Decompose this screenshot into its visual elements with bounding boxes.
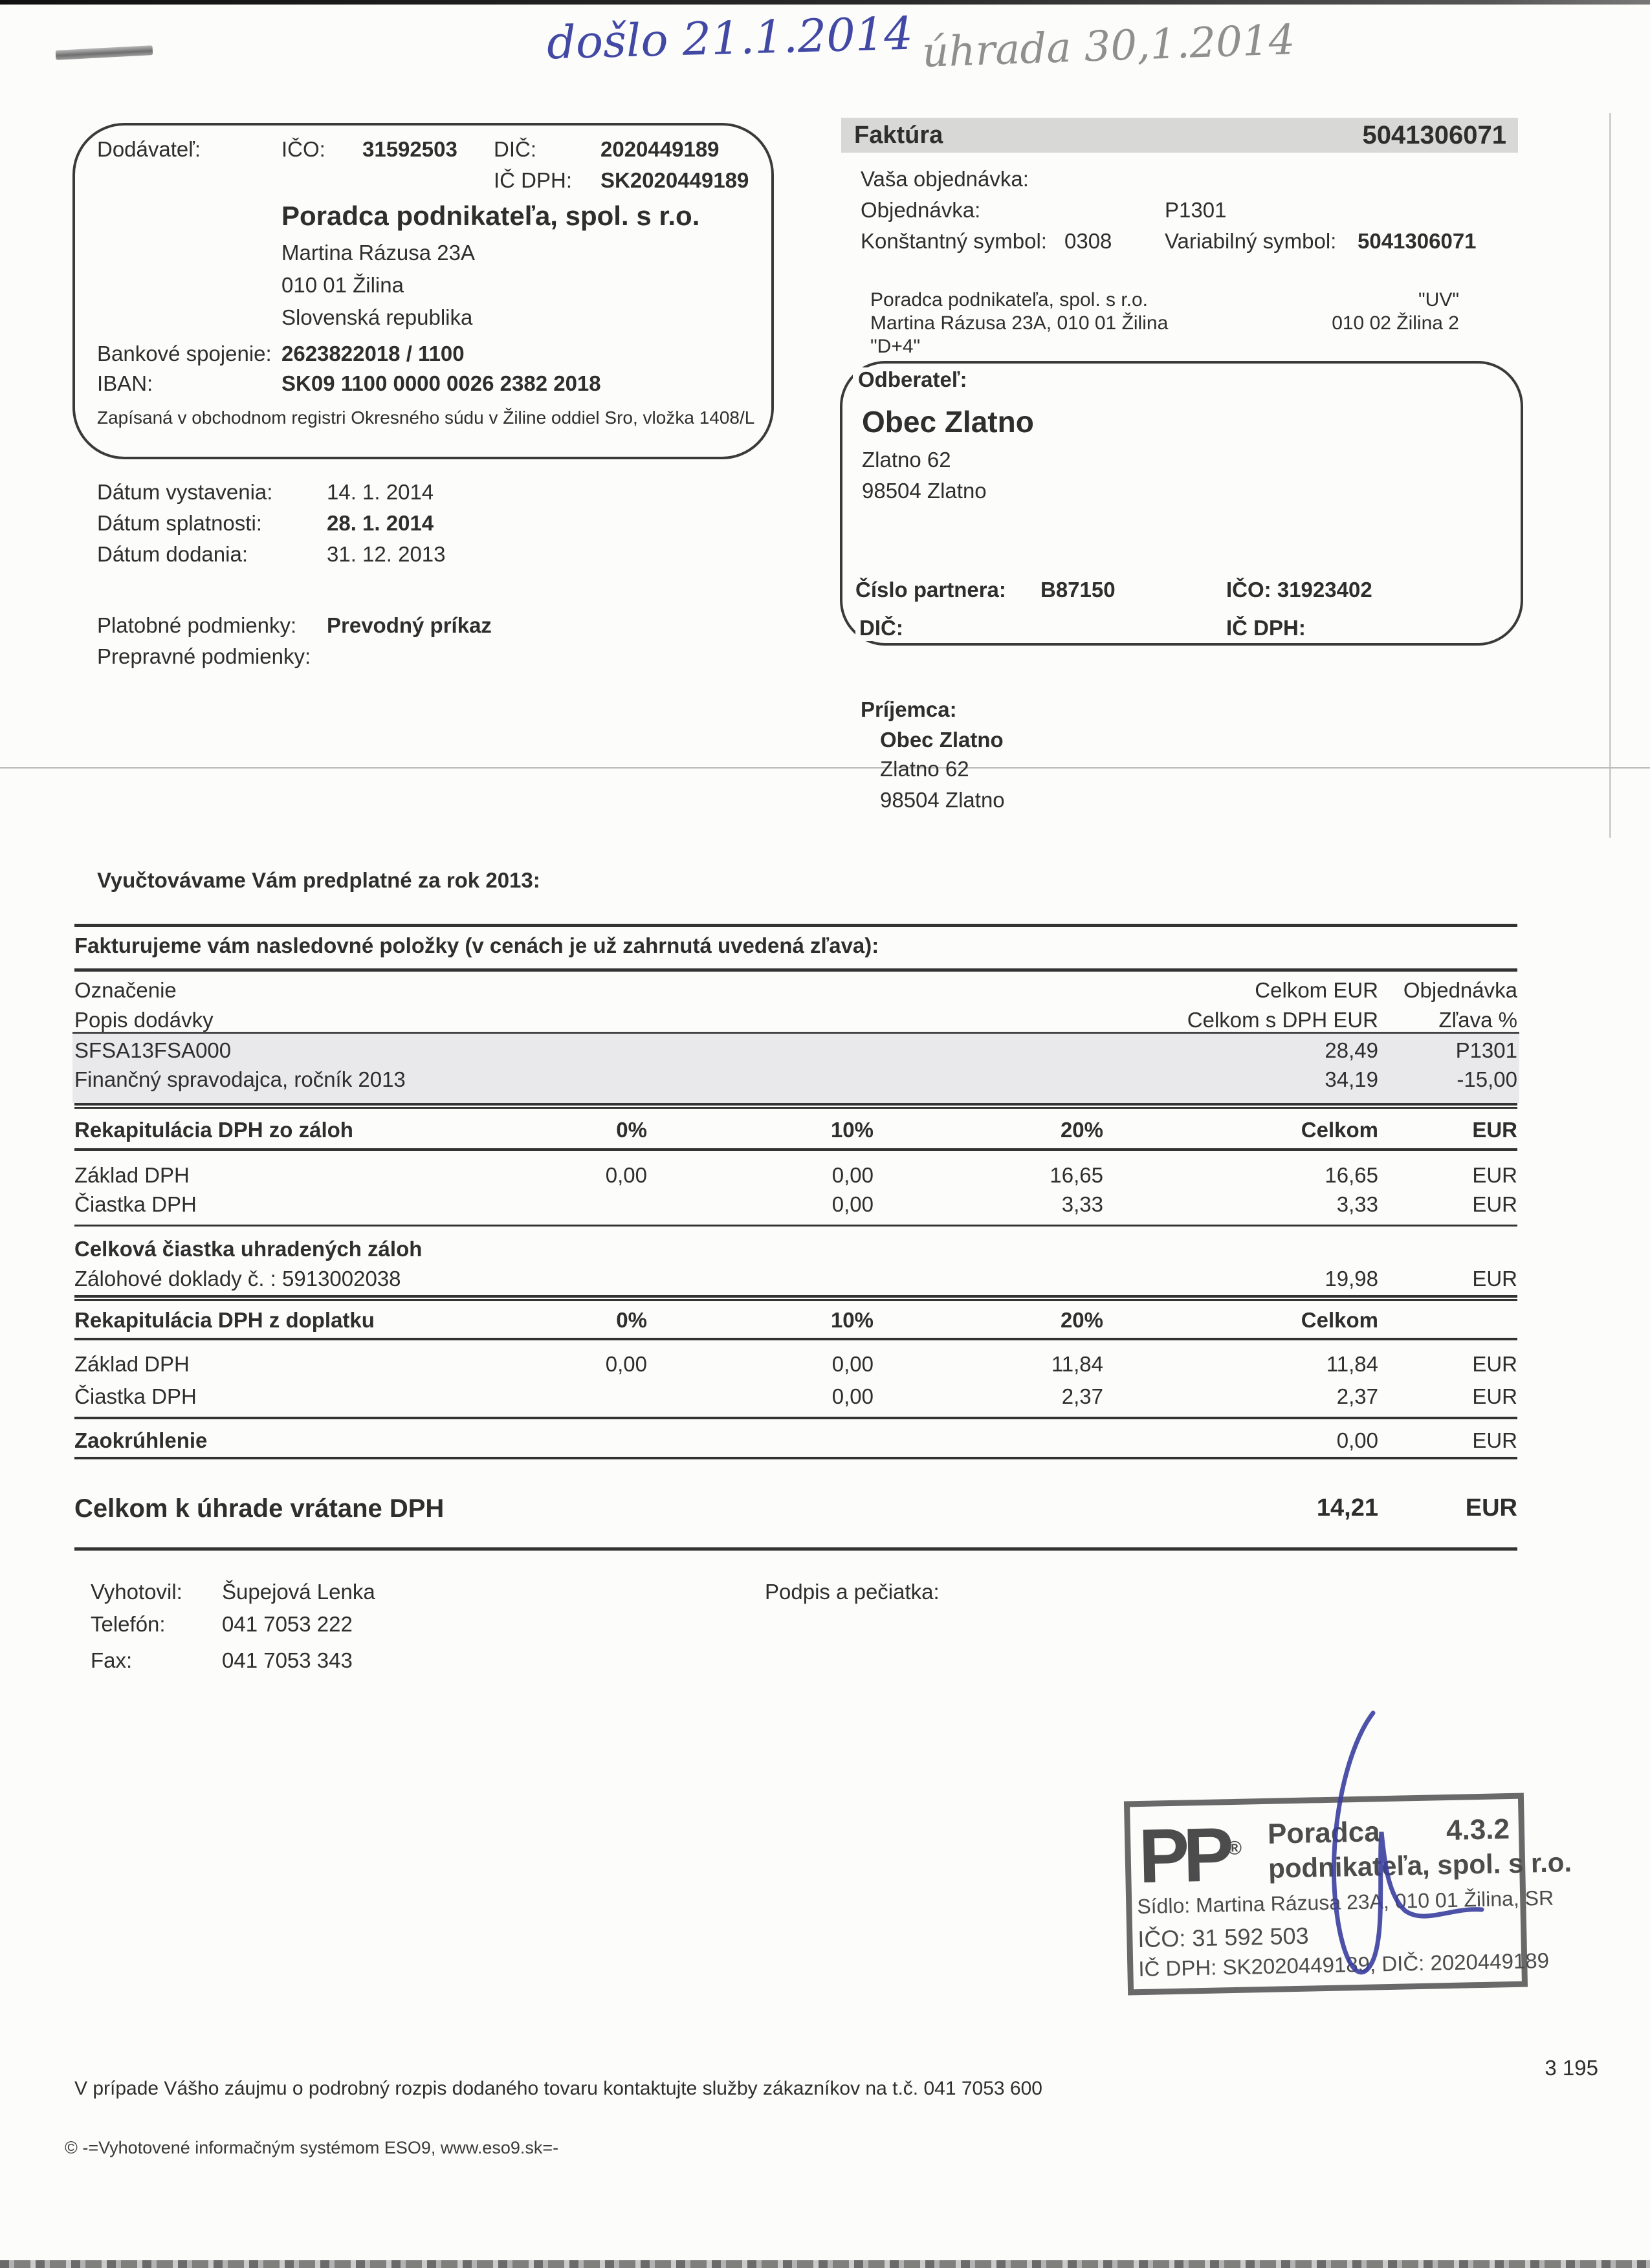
recipient-label: Príjemca: [861, 697, 957, 721]
supplier-icdph-value: SK2020449189 [600, 168, 749, 192]
order-value: P1301 [1165, 198, 1227, 222]
row-p0: 0,00 [605, 1352, 647, 1376]
row-label: Čiastka DPH [74, 1384, 197, 1408]
row-p10: 0,00 [831, 1192, 874, 1216]
supplier-dic-label: DIČ: [494, 137, 536, 161]
row-p20: 16,65 [1050, 1163, 1103, 1187]
supplier-country: Slovenská republika [281, 305, 473, 329]
sender-uv-city: 010 02 Žilina 2 [1332, 312, 1459, 334]
col-description: Popis dodávky [74, 1008, 214, 1032]
const-symbol-value: 0308 [1064, 229, 1112, 253]
customer-dic-label: DIČ: [855, 616, 907, 641]
handwritten-received-note: došlo 21.1.2014 [546, 6, 914, 70]
grand-total-label: Celkom k úhrade vrátane DPH [74, 1494, 445, 1523]
transport-terms-label: Prepravné podmienky: [97, 644, 311, 668]
row-cur: EUR [1472, 1192, 1517, 1216]
supplier-ico-value: 31592503 [362, 137, 457, 161]
supplier-icdph-label: IČ DPH: [494, 168, 573, 192]
date-delivery-label: Dátum dodania: [97, 542, 248, 566]
item-code: SFSA13FSA000 [74, 1038, 232, 1062]
row-label: Čiastka DPH [74, 1192, 197, 1216]
col-discount: Zľava % [1438, 1008, 1517, 1032]
grand-total-currency: EUR [1465, 1494, 1517, 1521]
vat-col-cur: EUR [1472, 1118, 1517, 1142]
stamp-line4: IČ DPH: SK2020449189, DIČ: 2020449189 [1138, 1948, 1550, 1981]
date-due-value: 28. 1. 2014 [327, 511, 434, 535]
customer-name: Obec Zlatno [862, 405, 1034, 439]
col-total-vat: Celkom s DPH EUR [1187, 1008, 1378, 1032]
supplier-dic-value: 2020449189 [600, 137, 720, 161]
stamp-line2: Sídlo: Martina Rázusa 23A, 010 01 Žilina, SR [1136, 1886, 1554, 1919]
customer-city: 98504 Zlatno [862, 479, 987, 503]
issuer-value: Šupejová Lenka [222, 1580, 375, 1604]
row-p10: 0,00 [831, 1384, 874, 1408]
row-cur: EUR [1472, 1384, 1517, 1408]
vat-balance-title: Rekapitulácia DPH z doplatku [74, 1308, 375, 1332]
var-symbol-value: 5041306071 [1358, 229, 1477, 253]
stamp-line3: IČO: 31 592 503 [1137, 1922, 1309, 1953]
supplier-iban-value: SK09 1100 0000 0026 2382 2018 [281, 371, 601, 395]
supplier-name: Poradca podnikateľa, spol. s r.o. [281, 201, 700, 231]
vat-advances-title: Rekapitulácia DPH zo záloh [74, 1118, 353, 1142]
your-order-label: Vaša objednávka: [861, 167, 1029, 191]
customer-ico-value: 31923402 [1277, 578, 1372, 602]
customer-label: Odberateľ: [853, 367, 973, 393]
item-discount: -15,00 [1457, 1067, 1517, 1091]
row-total: 3,33 [1336, 1192, 1378, 1216]
vat-col-total: Celkom [1301, 1118, 1378, 1142]
rounding-label: Zaokrúhlenie [74, 1428, 208, 1452]
vat-col-20: 20% [1060, 1118, 1103, 1142]
advances-paid-cur: EUR [1472, 1267, 1517, 1291]
supplier-iban-label: IBAN: [97, 371, 153, 395]
customer-street: Zlatno 62 [862, 448, 951, 472]
vat-col-20: 20% [1060, 1308, 1103, 1332]
supplier-ico-label: IČO: [281, 137, 325, 161]
date-issued-label: Dátum vystavenia: [97, 480, 273, 504]
vat-col-0: 0% [616, 1118, 647, 1142]
const-symbol-label: Konštantný symbol: [861, 229, 1047, 253]
supplier-bank-label: Bankové spojenie: [97, 342, 272, 365]
grand-total-amount: 14,21 [1316, 1494, 1378, 1521]
advances-paid-label: Zálohové doklady č. : 5913002038 [74, 1267, 401, 1291]
stamp-line1b: podnikateľa, spol. s r.o. [1268, 1847, 1572, 1884]
supplier-bank-value: 2623822018 / 1100 [281, 342, 465, 365]
supplier-registration: Zapísaná v obchodnom registri Okresného súdu v Žiline oddiel Sro, vložka 1408/L [97, 408, 755, 428]
payment-terms-value: Prevodný príkaz [327, 613, 492, 637]
row-total: 2,37 [1336, 1384, 1378, 1408]
vat-col-10: 10% [830, 1118, 874, 1142]
contact-note: V prípade Vášho záujmu o podrobný rozpis dodaného tovaru kontaktujte služby zákazníkov na t.č. 041 7053 600 [74, 2078, 1042, 2099]
system-note: © -=Vyhotovené informačným systémom ESO9, www.eso9.sk=- [65, 2138, 559, 2157]
sender-line3: "D+4" [870, 336, 921, 357]
advances-paid-title: Celková čiastka uhradených záloh [74, 1237, 423, 1261]
order-label: Objednávka: [861, 198, 981, 222]
date-delivery-value: 31. 12. 2013 [327, 542, 446, 566]
phone-label: Telefón: [91, 1612, 166, 1636]
row-total: 11,84 [1326, 1352, 1378, 1376]
row-p0: 0,00 [605, 1163, 647, 1187]
advances-paid-total: 19,98 [1325, 1267, 1378, 1291]
row-total: 16,65 [1325, 1163, 1378, 1187]
rounding-cur: EUR [1472, 1428, 1517, 1452]
supplier-street: Martina Rázusa 23A [281, 241, 475, 265]
row-cur: EUR [1472, 1352, 1517, 1376]
sender-uv-mark: "UV" [1418, 289, 1459, 311]
recipient-name: Obec Zlatno [880, 728, 1004, 752]
supplier-city: 010 01 Žilina [281, 273, 404, 297]
customer-partner-value: B87150 [1040, 578, 1116, 602]
items-heading: Fakturujeme vám nasledovné položky (v cenách je už zahrnutá uvedená zľava): [74, 933, 879, 957]
customer-partner-label: Číslo partnera: [855, 578, 1006, 602]
row-p20: 2,37 [1061, 1384, 1103, 1408]
row-p10: 0,00 [831, 1163, 874, 1187]
issuer-label: Vyhotovil: [91, 1580, 182, 1604]
vat-col-10: 10% [830, 1308, 874, 1332]
col-designation: Označenie [74, 978, 177, 1002]
date-due-label: Dátum splatnosti: [97, 511, 262, 535]
recipient-city: 98504 Zlatno [880, 788, 1005, 812]
customer-icdph-label: IČ DPH: [1226, 616, 1306, 640]
pp-logo-text: PP [1138, 1812, 1229, 1900]
item-total: 28,49 [1325, 1038, 1378, 1062]
supplier-label: Dodávateľ: [97, 137, 201, 161]
fax-label: Fax: [91, 1648, 133, 1672]
sender-line2: Martina Rázusa 23A, 010 01 Žilina [870, 312, 1169, 334]
handwritten-paid-note: úhrada 30,1.2014 [921, 16, 1296, 78]
row-cur: EUR [1472, 1163, 1517, 1187]
customer-ico-label: IČO: [1226, 578, 1271, 602]
col-total: Celkom EUR [1255, 978, 1378, 1002]
rounding-value: 0,00 [1336, 1428, 1378, 1452]
invoice-number: 5041306071 [1362, 120, 1506, 149]
var-symbol-label: Variabilný symbol: [1165, 229, 1337, 253]
row-label: Základ DPH [74, 1163, 190, 1187]
stamp-line1a: Poradca [1267, 1816, 1381, 1850]
date-issued-value: 14. 1. 2014 [327, 480, 434, 504]
vat-col-total: Celkom [1301, 1308, 1378, 1332]
page-code: 3 195 [1545, 2056, 1598, 2080]
invoice-title: Faktúra [854, 121, 943, 149]
sender-line1: Poradca podnikateľa, spol. s r.o. [870, 289, 1149, 311]
col-order: Objednávka [1403, 978, 1517, 1002]
signature-caption: Podpis a pečiatka: [765, 1580, 940, 1604]
row-p20: 3,33 [1061, 1192, 1103, 1216]
intro-line: Vyučtovávame Vám predplatné za rok 2013: [97, 868, 540, 892]
row-p20: 11,84 [1051, 1352, 1103, 1376]
row-p10: 0,00 [831, 1352, 874, 1376]
item-description: Finančný spravodajca, ročník 2013 [74, 1067, 406, 1091]
payment-terms-label: Platobné podmienky: [97, 613, 297, 637]
vat-col-0: 0% [616, 1308, 647, 1332]
item-order: P1301 [1455, 1038, 1517, 1062]
stamp-version: 4.3.2 [1446, 1813, 1510, 1847]
row-label: Základ DPH [74, 1352, 190, 1376]
item-total-vat: 34,19 [1325, 1067, 1378, 1091]
phone-value: 041 7053 222 [222, 1612, 353, 1636]
fax-value: 041 7053 343 [222, 1648, 353, 1672]
registered-mark-icon: ® [1227, 1837, 1242, 1859]
recipient-street: Zlatno 62 [880, 757, 969, 781]
